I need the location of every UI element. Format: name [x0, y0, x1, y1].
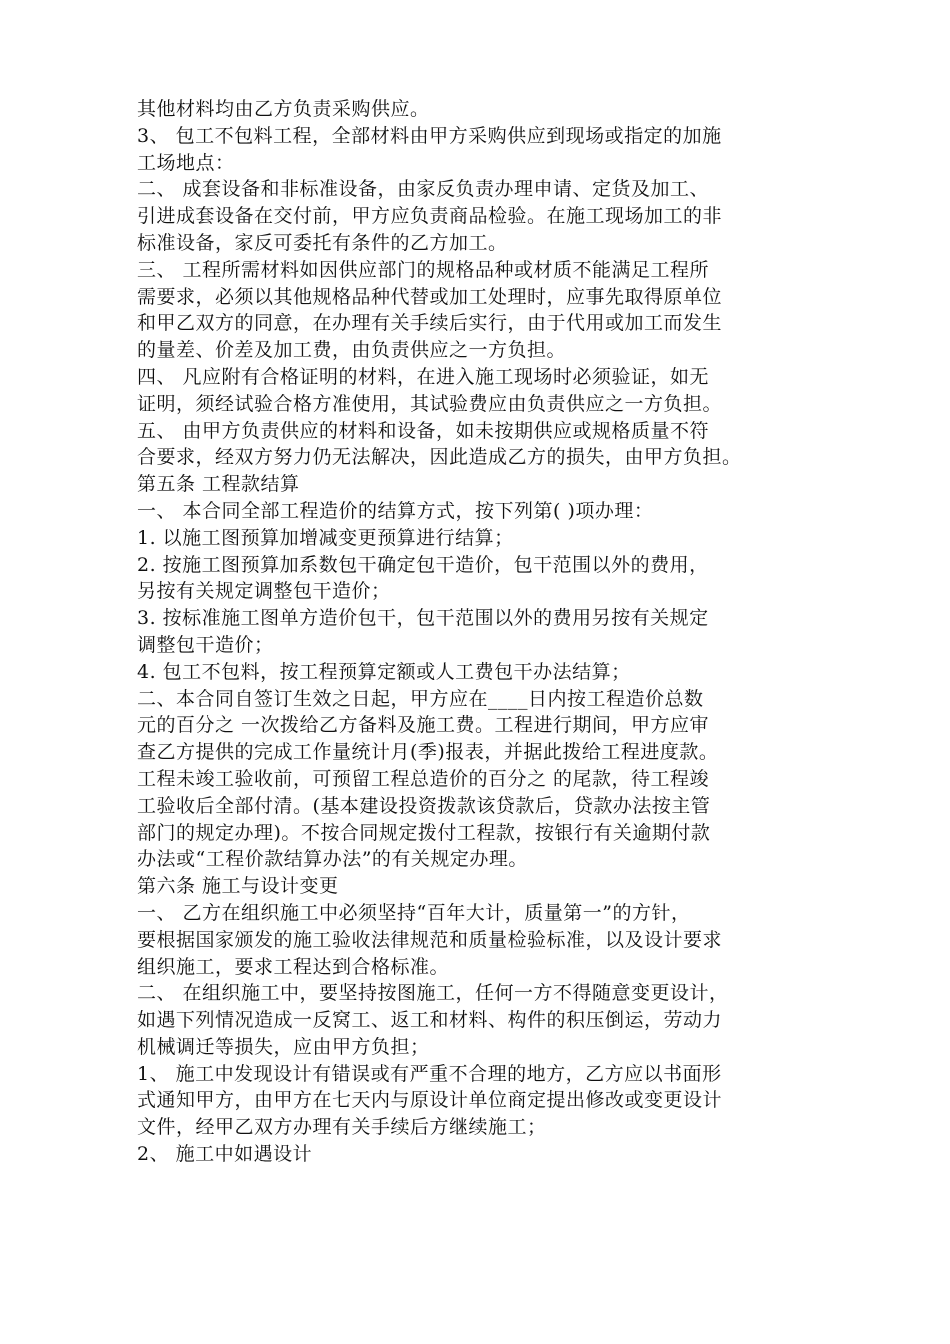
text-line: 其他材料均由乙方负责采购供应。	[137, 98, 430, 120]
text-line: 组织施工，要求工程达到合格标准。	[137, 955, 450, 978]
text-line: 标准设备，家反可委托有条件的乙方加工。	[137, 231, 508, 254]
document-body	[137, 96, 827, 1168]
text-line: 2. 按施工图预算加系数包干确定包干造价，包干范围以外的费用，	[137, 553, 709, 576]
text-line: 工场地点：	[137, 151, 235, 174]
text-line: 文件，经甲乙双方办理有关手续后方继续施工；	[137, 1116, 547, 1139]
text-line: 2、 施工中如遇设计	[137, 1143, 313, 1166]
text-line: 工程未竣工验收前，可预留工程总造价的百分之 的尾款，待工程竣	[137, 767, 710, 790]
text-line: 1、 施工中发现设计有错误或有严重不合理的地方，乙方应以书面形	[137, 1062, 722, 1085]
text-line: 五、 由甲方负责供应的材料和设备，如未按期供应或规格质量不符	[137, 419, 710, 442]
text-line: 3、 包工不包料工程，全部材料由甲方采购供应到现场或指定的加施	[137, 124, 722, 147]
text-line: 1. 以施工图预算加增减变更预算进行结算；	[137, 526, 514, 549]
text-line: 工验收后全部付清。(基本建设投资拨款该贷款后，贷款办法按主管	[137, 794, 711, 817]
text-line: 4. 包工不包料，按工程预算定额或人工费包干办法结算；	[137, 660, 631, 683]
text-line: 一、 本合同全部工程造价的结算方式，按下列第( )项办理：	[137, 499, 654, 522]
section-heading: 第六条 施工与设计变更	[137, 875, 339, 898]
text-line: 二、 成套设备和非标准设备，由家反负责办理申请、定货及加工、	[137, 178, 710, 201]
text-line: 式通知甲方，由甲方在七天内与原设计单位商定提出修改或变更设计	[137, 1089, 723, 1112]
text-line: 的量差、价差及加工费，由负责供应之一方负担。	[137, 339, 567, 362]
text-line: 一、 乙方在组织施工中必须坚持“百年大计，质量第一”的方针，	[137, 901, 691, 924]
text-line: 合要求，经双方努力仍无法解决，因此造成乙方的损失，由甲方负担。	[137, 446, 742, 469]
text-line: 证明，须经试验合格方准使用，其试验费应由负责供应之一方负担。	[137, 392, 723, 415]
text-line: 元的百分之 一次拨给乙方备料及施工费。工程进行期间，甲方应审	[137, 714, 710, 737]
text-line: 调整包干造价；	[137, 633, 274, 656]
text-line: 需要求，必须以其他规格品种代替或加工处理时，应事先取得原单位	[137, 285, 723, 308]
text-line: 查乙方提供的完成工作量统计月(季)报表，并据此拨给工程进度款。	[137, 741, 719, 764]
text-line: 引进成套设备在交付前，甲方应负责商品检验。在施工现场加工的非	[137, 205, 723, 228]
text-line: 三、 工程所需材料如因供应部门的规格品种或材质不能满足工程所	[137, 258, 710, 281]
text-line: 另按有关规定调整包干造价；	[137, 580, 391, 603]
text-line: 和甲乙双方的同意，在办理有关手续后实行，由于代用或加工而发生	[137, 312, 723, 335]
section-heading: 第五条 工程款结算	[137, 473, 300, 496]
text-line: 3. 按标准施工图单方造价包干，包干范围以外的费用另按有关规定	[137, 607, 709, 630]
text-line: 如遇下列情况造成一反窝工、返工和材料、构件的积压倒运，劳动力	[137, 1009, 723, 1032]
text-line: 二、 在组织施工中，要坚持按图施工，任何一方不得随意变更设计，	[137, 982, 729, 1005]
text-line: 机械调迁等损失，应由甲方负担；	[137, 1035, 430, 1058]
text-line: 四、 凡应附有合格证明的材料，在进入施工现场时必须验证，如无	[137, 365, 710, 388]
text-line: 部门的规定办理)。不按合同规定拨付工程款，按银行有关逾期付款	[137, 821, 711, 844]
text-line: 要根据国家颁发的施工验收法律规范和质量检验标准，以及设计要求	[137, 928, 723, 951]
text-line: 办法或“工程价款结算办法”的有关规定办理。	[137, 848, 528, 871]
text-line: 二、本合同自签订生效之日起，甲方应在____日内按工程造价总数	[137, 687, 704, 710]
